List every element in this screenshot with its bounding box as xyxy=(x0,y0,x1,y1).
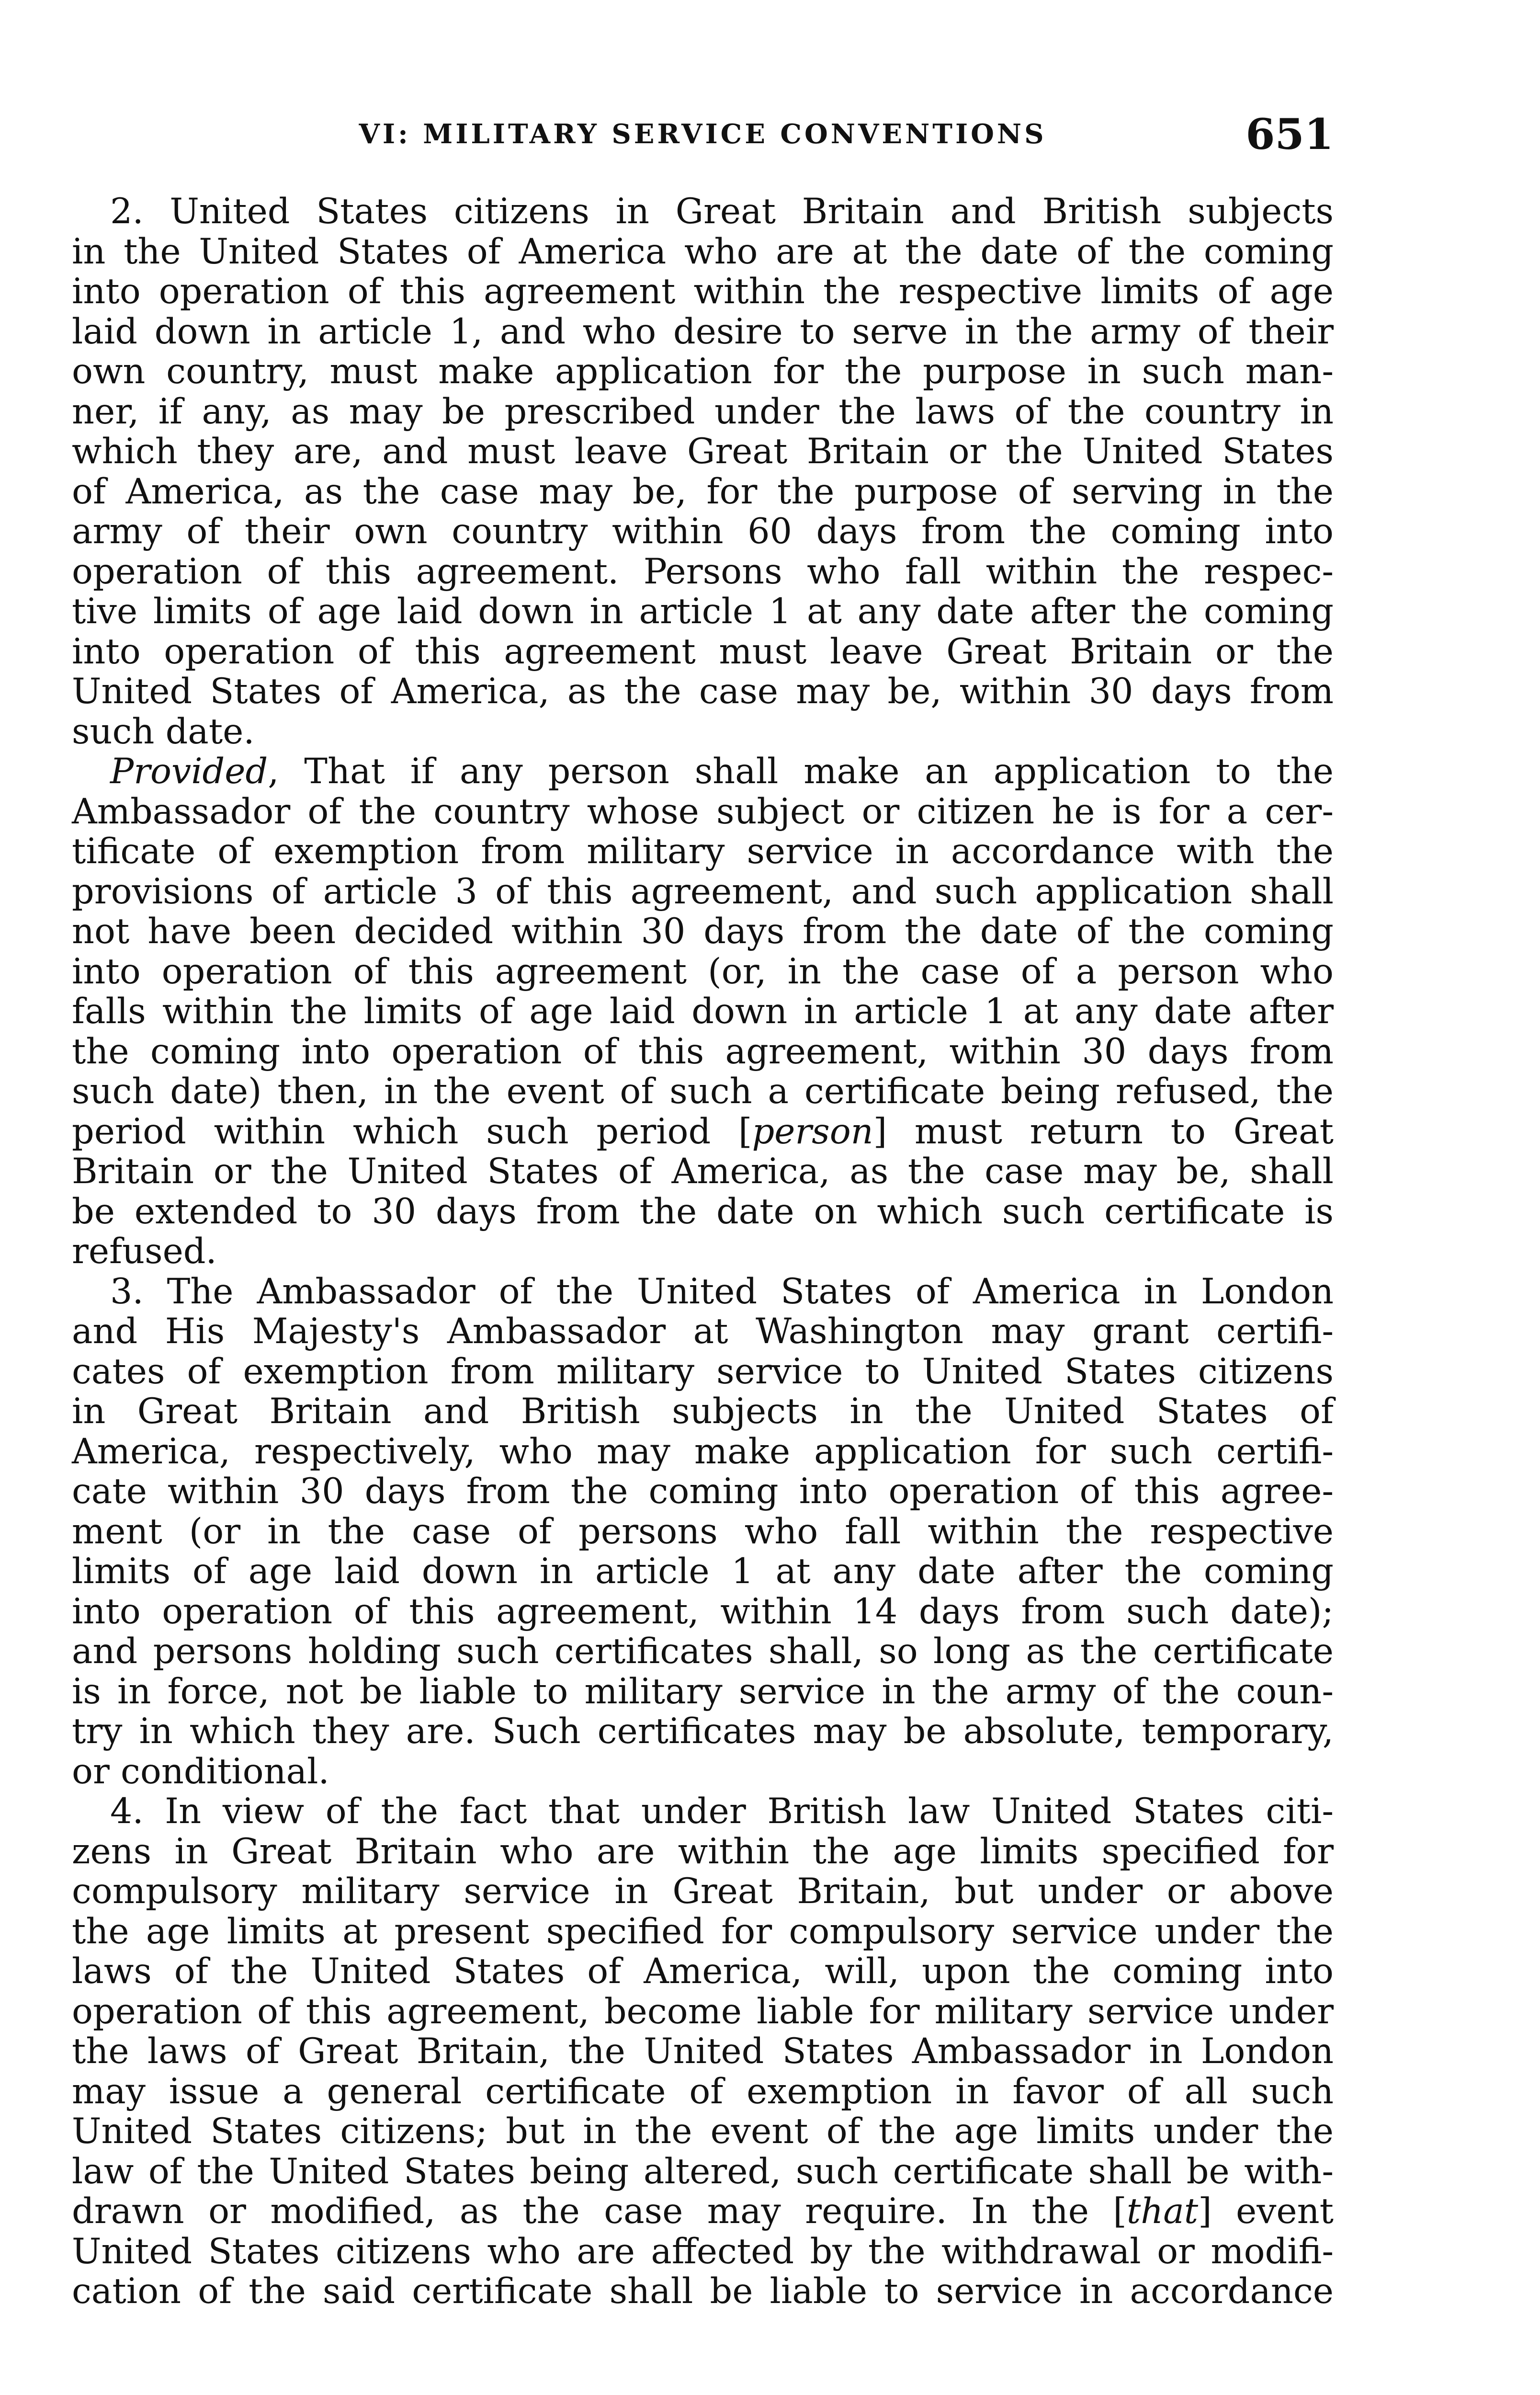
text-line: Ambassador of the country whose subject or citizen he is for a cer- xyxy=(72,791,1334,832)
text-line: falls within the limits of age laid down in article 1 at any date after xyxy=(72,991,1334,1032)
text-line: provisions of article 3 of this agreement, and such application shall xyxy=(72,871,1334,912)
text-line: the laws of Great Britain, the United States Ambassador in London xyxy=(72,2031,1334,2072)
text-line: try in which they are. Such certificates may be absolute, temporary, xyxy=(72,1711,1334,1752)
text-line: into operation of this agreement must leave Great Britain or the xyxy=(72,631,1334,672)
text-line: such date. xyxy=(72,711,255,752)
text-line: 4. In view of the fact that under British law United States citi- xyxy=(110,1791,1334,1832)
text-line: in Great Britain and British subjects in the United States of xyxy=(72,1391,1334,1432)
text-line: law of the United States being altered, such certificate shall be with- xyxy=(72,2151,1334,2192)
line-text: ] event xyxy=(1198,2191,1334,2232)
text-line: own country, must make application for the purpose in such man- xyxy=(72,351,1334,392)
text-line: be extended to 30 days from the date on which such certificate is xyxy=(72,1191,1334,1232)
text-line: operation of this agreement, become liable for military service under xyxy=(72,1991,1334,2032)
text-line: ner, if any, as may be prescribed under the laws of the country in xyxy=(72,391,1334,432)
text-line: cate within 30 days from the coming into operation of this agree- xyxy=(72,1471,1334,1512)
text-line: into operation of this agreement (or, in the case of a person who xyxy=(72,951,1334,992)
text-line: compulsory military service in Great Britain, but under or above xyxy=(72,1871,1334,1912)
text-line: operation of this agreement. Persons who fall within the respec- xyxy=(72,551,1334,592)
text-line: of America, as the case may be, for the purpose of serving in the xyxy=(72,471,1334,512)
text-line: such date) then, in the event of such a certificate being refused, the xyxy=(72,1071,1334,1112)
text-line xyxy=(72,1112,1334,1152)
page-header xyxy=(72,108,1334,160)
text-line: zens in Great Britain who are within the age limits specified for xyxy=(72,1831,1334,1872)
text-line: tive limits of age laid down in article 1 at any date after the coming xyxy=(72,591,1334,632)
text-line: in the United States of America who are at the date of the coming xyxy=(72,231,1334,272)
text-line: refused. xyxy=(72,1231,217,1272)
text-line: America, respectively, who may make application for such certifi- xyxy=(72,1431,1334,1472)
text-line: 3. The Ambassador of the United States of America in London xyxy=(110,1271,1334,1312)
text-line: Britain or the United States of America, as the case may be, shall xyxy=(72,1151,1334,1192)
text-line: which they are, and must leave Great Britain or the United States xyxy=(72,431,1334,472)
text-line: limits of age laid down in article 1 at any date after the coming xyxy=(72,1551,1334,1592)
line-text: drawn or modified, as the case may require. In the [ xyxy=(72,2191,1127,2232)
text-line: the age limits at present specified for compulsory service under the xyxy=(72,1911,1334,1952)
page-number: 651 xyxy=(1246,109,1334,159)
text-line: into operation of this agreement, within 14 days from such date); xyxy=(72,1591,1334,1632)
text-line: into operation of this agreement within the respective limits of age xyxy=(72,271,1334,312)
italic-text: person xyxy=(752,1111,873,1152)
text-line: United States citizens who are affected by the withdrawal or modifi- xyxy=(72,2231,1334,2272)
line-text: ] must return to Great xyxy=(873,1111,1334,1152)
text-line xyxy=(72,2191,1334,2232)
text-line: the coming into operation of this agreement, within 30 days from xyxy=(72,1031,1334,1072)
body-text xyxy=(72,192,1334,2312)
running-head: VI: MILITARY SERVICE CONVENTIONS xyxy=(359,118,1047,150)
text-line: 2. United States citizens in Great Britain and British subjects xyxy=(110,191,1334,232)
italic-text: that xyxy=(1126,2191,1199,2232)
text-line: and His Majesty's Ambassador at Washington may grant certifi- xyxy=(72,1311,1334,1352)
text-line: not have been decided within 30 days from the date of the coming xyxy=(72,911,1334,952)
text-line: army of their own country within 60 days from the coming into xyxy=(72,511,1334,552)
text-line: tificate of exemption from military service in accordance with the xyxy=(72,831,1334,872)
text-line: ment (or in the case of persons who fall within the respective xyxy=(72,1511,1334,1552)
text-line: is in force, not be liable to military service in the army of the coun- xyxy=(72,1671,1334,1712)
text-line xyxy=(72,752,1334,792)
text-line: cation of the said certificate shall be liable to service in accordance xyxy=(72,2271,1334,2312)
text-line: or conditional. xyxy=(72,1751,329,1792)
line-text: , That if any person shall make an application to the xyxy=(268,751,1334,792)
text-line: laws of the United States of America, will, upon the coming into xyxy=(72,1951,1334,1992)
text-line: and persons holding such certificates shall, so long as the certificate xyxy=(72,1631,1334,1672)
text-line: United States of America, as the case may be, within 30 days from xyxy=(72,671,1334,712)
text-line: cates of exemption from military service to United States citizens xyxy=(72,1351,1334,1392)
text-line: laid down in article 1, and who desire to serve in the army of their xyxy=(72,311,1334,352)
line-text: period within which such period [ xyxy=(72,1111,752,1152)
text-line: may issue a general certificate of exemption in favor of all such xyxy=(72,2071,1334,2112)
italic-text: Provided xyxy=(110,751,268,792)
text-line: United States citizens; but in the event of the age limits under the xyxy=(72,2111,1334,2152)
